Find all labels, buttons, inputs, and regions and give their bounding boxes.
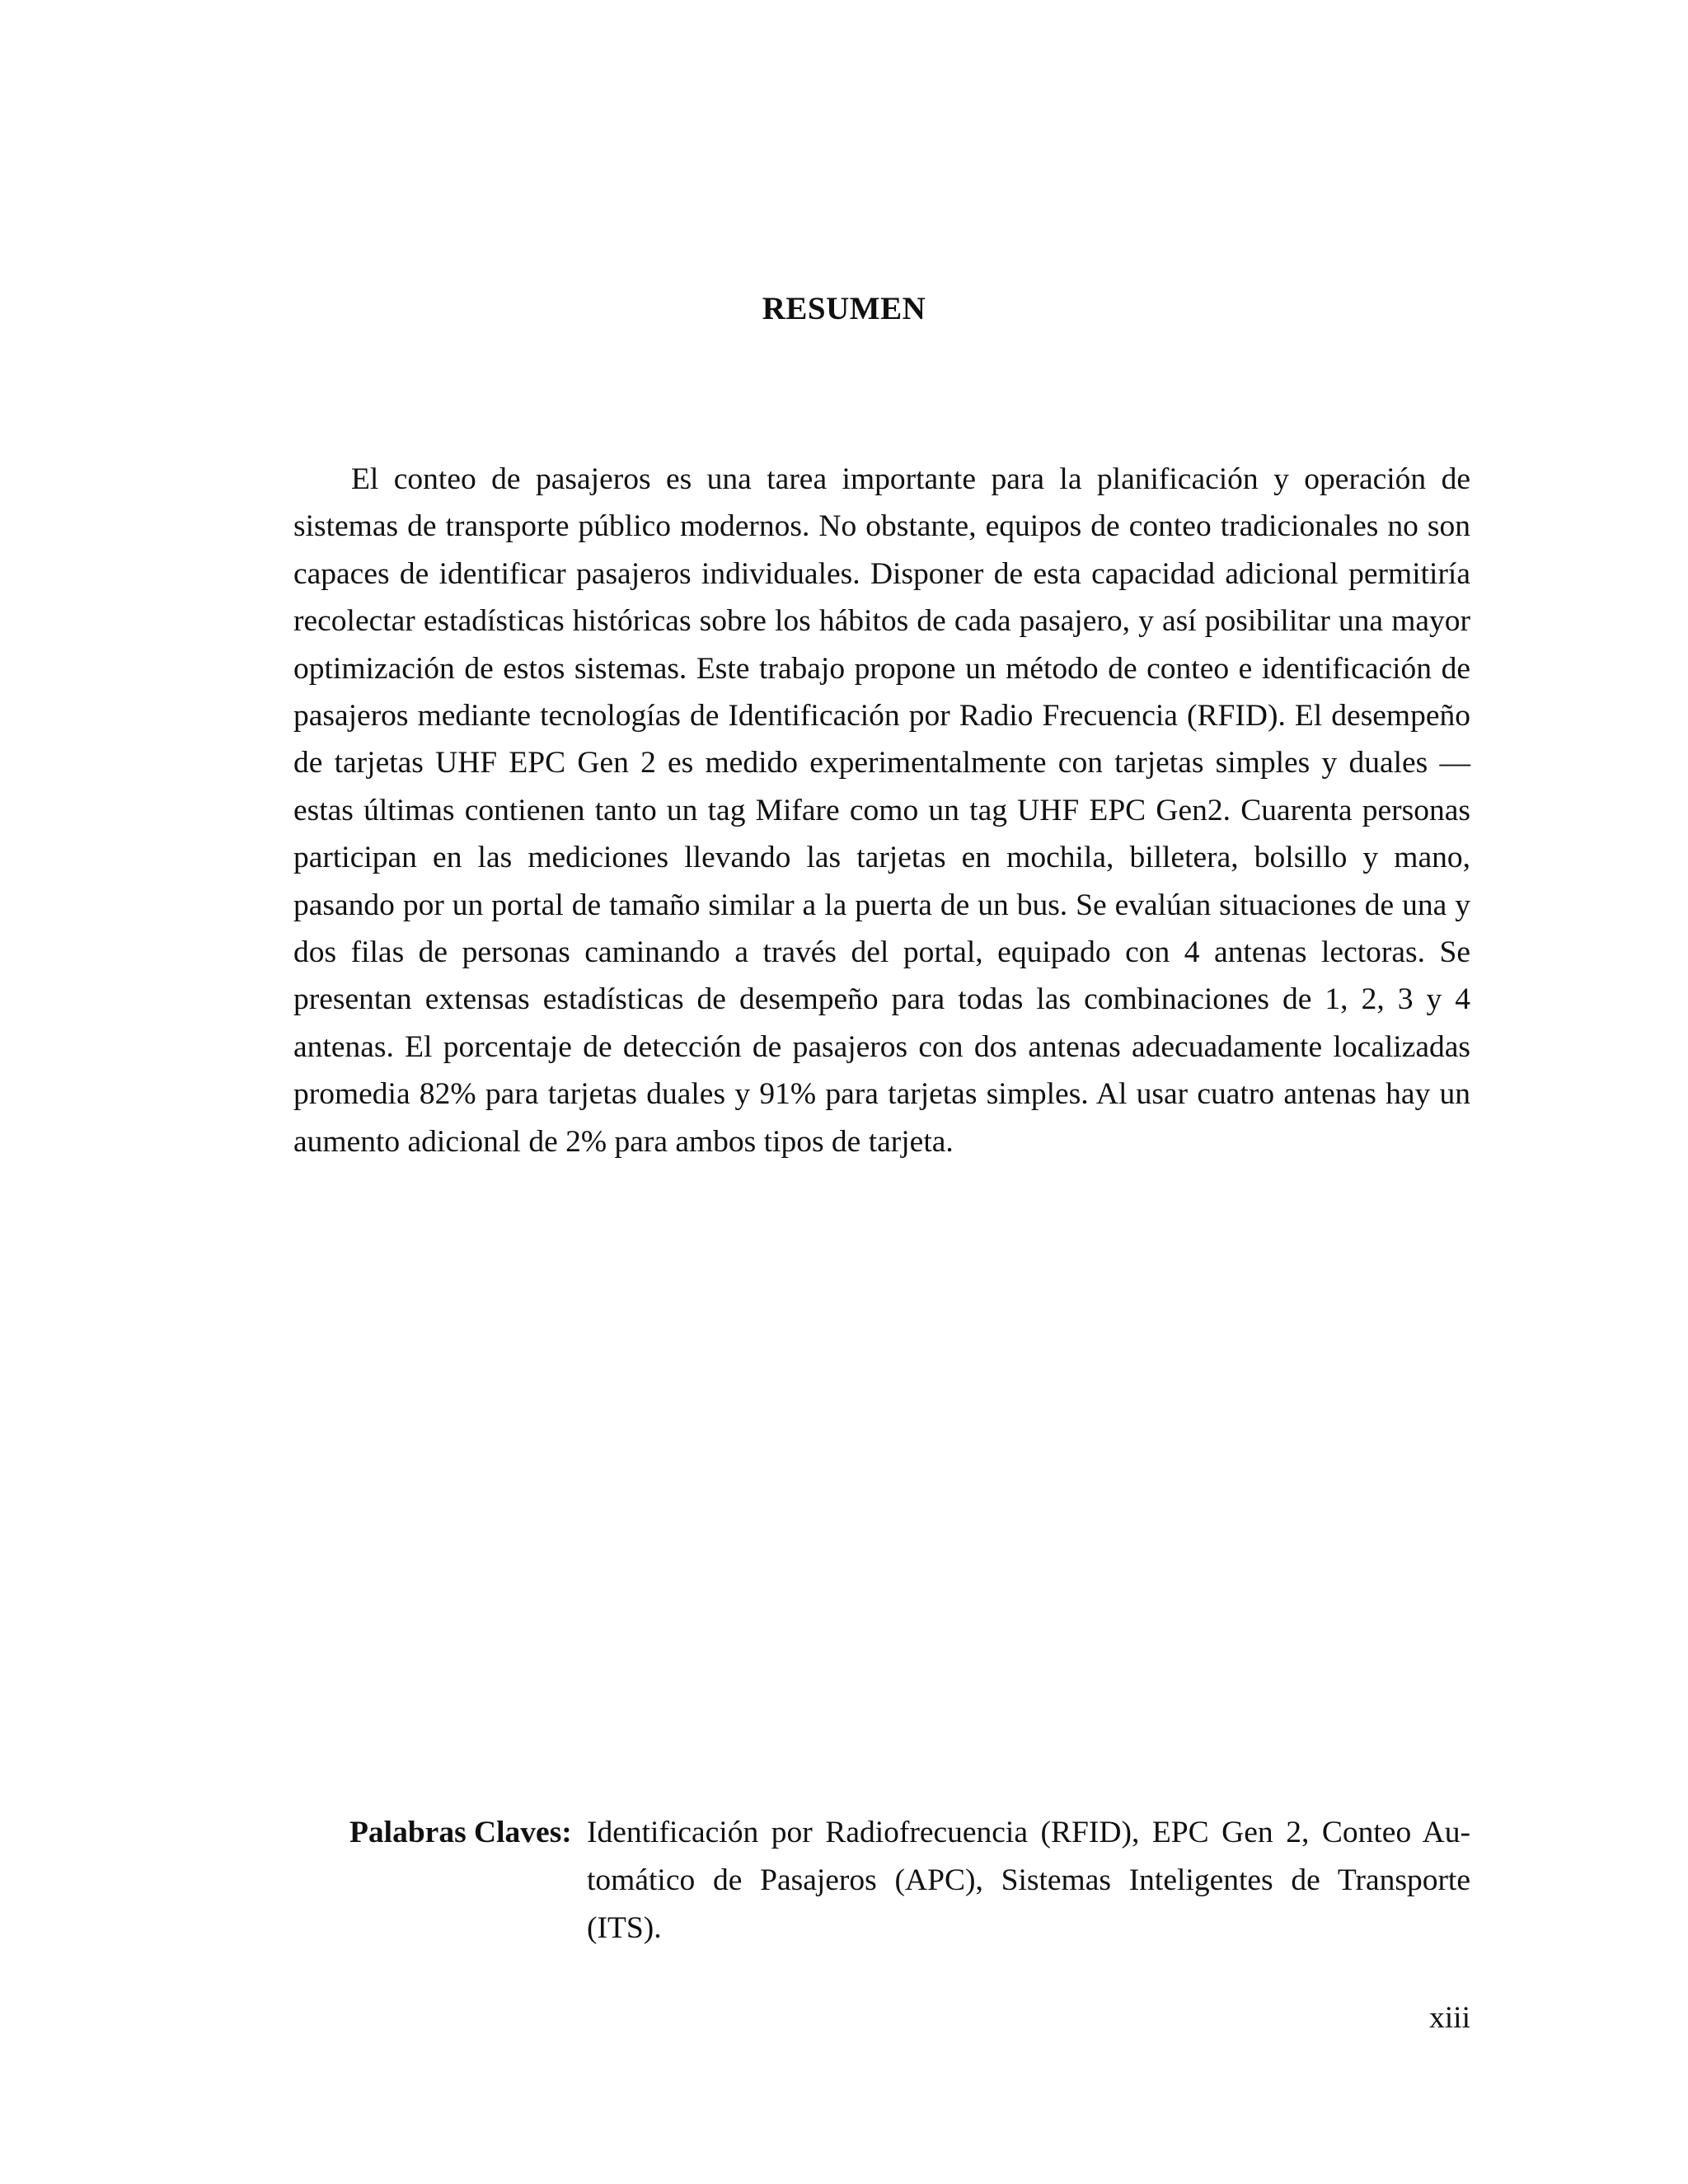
- abstract-paragraph: El conteo de pasajeros es una tarea importante para la planificación y operación de sistemas de transporte público modernos. No obstante, equipos de conteo tradicionales no son capaces de identificar pasajeros individuales. Disponer de esta capacidad adicional permitiría recolectar estadísticas históricas sobre los hábitos de cada pasajero, y así posibilitar una mayor optimización de estos sistemas. Este trabajo propone un método de conteo e identificación de pasajeros mediante tecnologías de Identificación por Radio Frecuencia (RFID). El desempeño de tarjetas UHF EPC Gen 2 es medido experimentalmente con tarjetas simples y duales —estas últimas contienen tanto un tag Mifare como un tag UHF EPC Gen2. Cuarenta personas participan en las mediciones llevando las tarjetas en mochila, billetera, bolsillo y mano, pasando por un portal de tamaño similar a la puerta de un bus. Se evalúan situaciones de una y dos filas de personas caminando a través del portal, equipado con 4 antenas lectoras. Se presentan extensas estadísticas de desempeño para todas las combinaciones de 1, 2, 3 y 4 antenas. El porcentaje de detección de pasajeros con dos antenas adecuadamente localizadas promedia 82% para tarjetas duales y 91% para tarjetas simples. Al usar cuatro antenas hay un aumento adicional de 2% para ambos tipos de tarjeta.: [293, 462, 1470, 1159]
- page-number: xiii: [1428, 2001, 1470, 2035]
- page-title: RESUMEN: [762, 291, 926, 326]
- keywords-text: Identificación por Radiofrecuencia (RFID), EPC Gen 2, Conteo Automático de Pasajeros (APC), Sistemas Inteligentes de Transporte (ITS).: [587, 1816, 1470, 1945]
- keywords-label: Palabras Claves:: [349, 1816, 572, 1849]
- keywords-block: [349, 1809, 1470, 1952]
